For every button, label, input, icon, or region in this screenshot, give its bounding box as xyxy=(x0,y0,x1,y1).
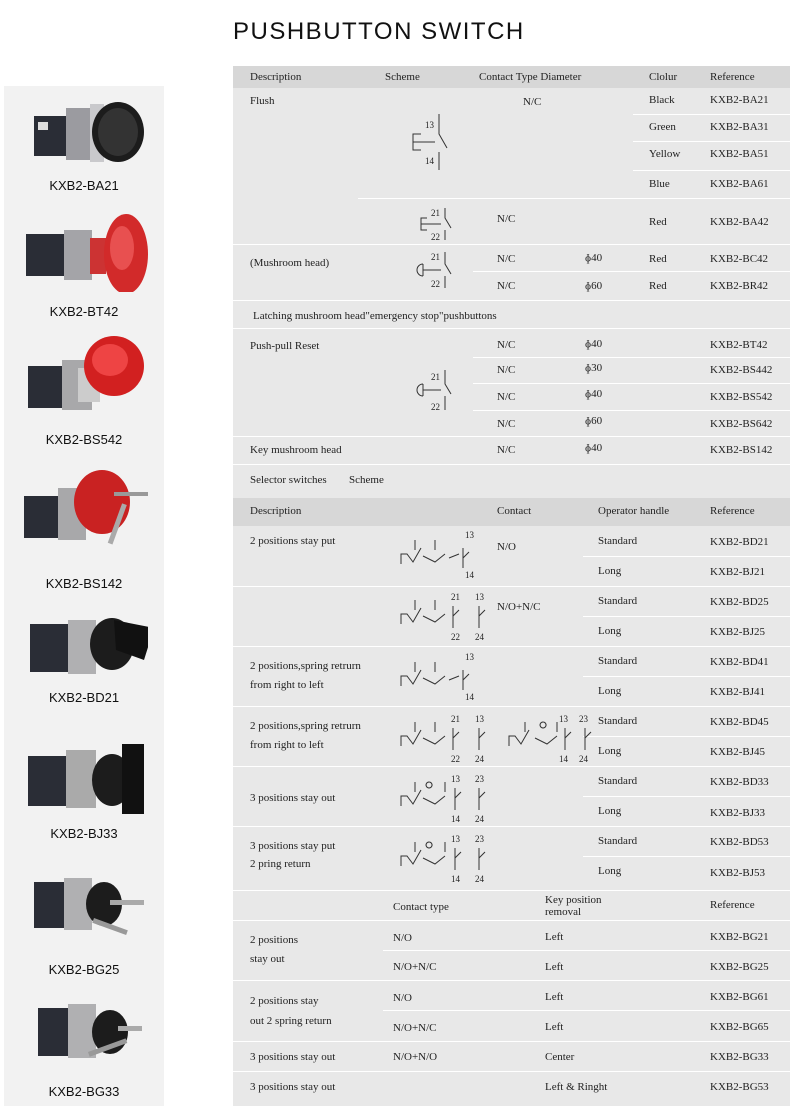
selector-desc: 3 positions stay out xyxy=(250,792,336,804)
reference-cell: KXB2-BJ21 xyxy=(710,566,766,578)
photo-caption: KXB2-BT42 xyxy=(49,304,119,319)
svg-text:22: 22 xyxy=(431,279,440,289)
reference-cell: KXB2-BG61 xyxy=(710,991,769,1003)
section-title-selector: Selector switches xyxy=(250,474,327,486)
col-header-contact-type: Contact type xyxy=(393,901,449,913)
selector-desc: 3 positions stay put xyxy=(250,840,336,852)
svg-text:22: 22 xyxy=(451,754,460,764)
selector-desc: from right to left xyxy=(250,739,324,751)
svg-text:24: 24 xyxy=(579,754,588,764)
svg-text:24: 24 xyxy=(475,874,484,884)
svg-text:14: 14 xyxy=(451,874,460,884)
contact-type: N/C xyxy=(497,253,516,265)
selector-scheme-diagram xyxy=(393,588,493,644)
col-header-key-removal: removal xyxy=(545,906,582,918)
reference-cell: KXB2-BD25 xyxy=(710,596,769,608)
key-switch-photo-2 xyxy=(18,992,148,1072)
svg-text:23: 23 xyxy=(579,714,588,724)
red-scheme-diagram xyxy=(411,206,461,242)
handle-cell: Standard xyxy=(598,715,638,727)
col-header-scheme: Scheme xyxy=(385,71,420,83)
photo-caption: KXB2-BS142 xyxy=(45,576,123,591)
svg-text:13: 13 xyxy=(451,834,460,844)
section-title-scheme: Scheme xyxy=(349,474,384,486)
svg-text:14: 14 xyxy=(465,570,474,580)
handle-cell: Standard xyxy=(598,595,638,607)
handle-cell: Standard xyxy=(598,655,638,667)
reference-cell: KXB2-BJ53 xyxy=(710,867,766,879)
svg-text:22: 22 xyxy=(431,232,440,242)
svg-text:13: 13 xyxy=(465,530,474,540)
reference-cell: KXB2-BJ45 xyxy=(710,746,766,758)
handle-cell: Standard xyxy=(598,775,638,787)
selector-scheme-diagram xyxy=(393,710,493,766)
contact-type: N/C xyxy=(523,96,542,108)
section-title-latching: Latching mushroom head"emergency stop"pushbuttons xyxy=(253,310,497,322)
col-header-reference: Reference xyxy=(710,71,755,83)
photo-caption: KXB2-BS542 xyxy=(45,432,123,447)
col-header-contact-diameter: Contact Type Diameter xyxy=(479,71,582,83)
reference-cell: KXB2-BG21 xyxy=(710,931,769,943)
svg-text:24: 24 xyxy=(475,814,484,824)
colour-cell: Black xyxy=(649,94,675,106)
colour-cell: Blue xyxy=(649,178,670,190)
contact-type: N/C xyxy=(497,364,516,376)
col-header-operator: Operator handle xyxy=(598,505,670,517)
svg-text:21: 21 xyxy=(431,252,440,262)
col-header-reference: Reference xyxy=(710,505,755,517)
contact-type: N/C xyxy=(497,339,516,351)
key-desc: stay out xyxy=(250,953,285,965)
diameter-cell: ɸ60 xyxy=(585,415,603,427)
reference-cell: KXB2-BR42 xyxy=(710,280,769,292)
colour-cell: Red xyxy=(649,216,667,228)
col-header-contact: Contact xyxy=(497,505,532,517)
diameter-cell: ɸ30 xyxy=(585,362,603,374)
flush-scheme-diagram xyxy=(403,112,463,172)
reference-cell: KXB2-BC42 xyxy=(710,253,769,265)
selector-desc: 2 positions,spring retrurn xyxy=(250,660,361,672)
svg-text:21: 21 xyxy=(431,208,440,218)
contact-type: N/C xyxy=(497,213,516,225)
reference-cell: KXB2-BS442 xyxy=(710,364,773,376)
reference-cell: KXB2-BS542 xyxy=(710,391,773,403)
reference-cell: KXB2-BG33 xyxy=(710,1051,769,1063)
colour-cell: Red xyxy=(649,280,667,292)
contact-type: N/O xyxy=(393,932,412,944)
reference-cell: KXB2-BA61 xyxy=(710,178,769,190)
svg-text:13: 13 xyxy=(475,714,484,724)
reference-cell: KXB2-BD21 xyxy=(710,536,769,548)
key-desc: out 2 spring return xyxy=(250,1015,332,1027)
key-position-cell: Center xyxy=(545,1051,575,1063)
selector-scheme-diagram xyxy=(505,710,595,766)
photo-caption: KXB2-BD21 xyxy=(48,690,120,705)
diameter-cell: ɸ40 xyxy=(585,388,603,400)
key-position-cell: Left xyxy=(545,931,564,943)
key-position-cell: Left xyxy=(545,961,564,973)
selector-desc: 2 pring return xyxy=(250,858,311,870)
svg-text:22: 22 xyxy=(451,632,460,642)
key-desc: 3 positions stay out xyxy=(250,1081,336,1093)
contact-type: N/C xyxy=(497,418,516,430)
spec-table xyxy=(233,66,790,1106)
handle-cell: Standard xyxy=(598,835,638,847)
selector-scheme-diagram xyxy=(393,830,493,886)
svg-text:14: 14 xyxy=(425,156,434,166)
row-label-mushroom: (Mushroom head) xyxy=(250,257,330,269)
selector-desc: 2 positions stay put xyxy=(250,535,336,547)
colour-cell: Yellow xyxy=(649,148,681,160)
handle-cell: Long xyxy=(598,865,622,877)
reference-cell: KXB2-BA31 xyxy=(710,121,769,133)
svg-text:13: 13 xyxy=(425,120,434,130)
diameter-cell: ɸ60 xyxy=(585,280,603,292)
contact-type: N/O xyxy=(393,992,412,1004)
row-label-flush: Flush xyxy=(250,95,275,107)
svg-text:14: 14 xyxy=(465,692,474,702)
selector-desc: 2 positions,spring retrurn xyxy=(250,720,361,732)
page-title: PUSHBUTTON SWITCH xyxy=(233,18,525,45)
reference-cell: KXB2-BG25 xyxy=(710,961,769,973)
svg-text:24: 24 xyxy=(475,632,484,642)
handle-cell: Long xyxy=(598,565,622,577)
selector-scheme-diagram xyxy=(393,770,493,826)
col-header-description: Description xyxy=(250,505,302,517)
reference-cell: KXB2-BG53 xyxy=(710,1081,769,1093)
contact-type: N/O+N/C xyxy=(393,1022,437,1034)
contact-type: N/C xyxy=(497,280,516,292)
handle-cell: Long xyxy=(598,805,622,817)
reference-cell: KXB2-BT42 xyxy=(710,339,768,351)
svg-text:24: 24 xyxy=(475,754,484,764)
svg-text:13: 13 xyxy=(475,592,484,602)
reference-cell: KXB2-BD33 xyxy=(710,776,769,788)
key-position-cell: Left & Ringht xyxy=(545,1081,608,1093)
key-switch-photo xyxy=(18,868,148,948)
contact-type: N/O xyxy=(497,541,516,553)
reference-cell: KXB2-BS642 xyxy=(710,418,773,430)
key-mushroom-photo xyxy=(18,466,148,546)
row-label-push-pull: Push-pull Reset xyxy=(250,340,320,352)
handle-cell: Long xyxy=(598,685,622,697)
reference-cell: KXB2-BD45 xyxy=(710,716,769,728)
reference-cell: KXB2-BG65 xyxy=(710,1021,769,1033)
flush-button-photo xyxy=(18,92,148,172)
handle-cell: Long xyxy=(598,745,622,757)
selector-scheme-diagram xyxy=(393,528,483,580)
col-header-description: Description xyxy=(250,71,302,83)
handle-cell: Long xyxy=(598,625,622,637)
svg-text:21: 21 xyxy=(451,714,460,724)
svg-text:21: 21 xyxy=(451,592,460,602)
mushroom-scheme-diagram xyxy=(409,250,461,290)
reference-cell: KXB2-BD53 xyxy=(710,836,769,848)
mushroom-head-photo xyxy=(18,336,148,416)
row-label-key-mushroom: Key mushroom head xyxy=(250,444,342,456)
selector-standard-photo xyxy=(18,604,148,684)
col-header-key-position: Key position xyxy=(545,894,602,906)
key-desc: 2 positions xyxy=(250,934,298,946)
photo-caption: KXB2-BJ33 xyxy=(50,826,118,841)
contact-type: N/O+N/C xyxy=(497,601,541,613)
svg-text:14: 14 xyxy=(451,814,460,824)
reference-cell: KXB2-BA42 xyxy=(710,216,769,228)
reference-cell: KXB2-BA21 xyxy=(710,94,769,106)
contact-type: N/C xyxy=(497,444,516,456)
key-position-cell: Left xyxy=(545,991,564,1003)
key-desc: 2 positions stay xyxy=(250,995,319,1007)
contact-type: N/O+N/C xyxy=(393,961,437,973)
photo-caption: KXB2-BG25 xyxy=(48,962,120,977)
svg-text:22: 22 xyxy=(431,402,440,412)
svg-text:21: 21 xyxy=(431,372,440,382)
colour-cell: Green xyxy=(649,121,676,133)
colour-cell: Red xyxy=(649,253,667,265)
diameter-cell: ɸ40 xyxy=(585,338,603,350)
handle-cell: Standard xyxy=(598,535,638,547)
product-photo-column xyxy=(4,86,164,1106)
svg-text:23: 23 xyxy=(475,834,484,844)
mushroom-button-photo xyxy=(18,212,148,292)
svg-text:13: 13 xyxy=(465,652,474,662)
contact-type: N/O+N/O xyxy=(393,1051,438,1063)
svg-text:13: 13 xyxy=(559,714,568,724)
key-desc: 3 positions stay out xyxy=(250,1051,336,1063)
diameter-cell: ɸ40 xyxy=(585,442,603,454)
photo-caption: KXB2-BA21 xyxy=(49,178,119,193)
key-position-cell: Left xyxy=(545,1021,564,1033)
selector-scheme-diagram xyxy=(393,650,483,702)
col-header-reference: Reference xyxy=(710,899,755,911)
reference-cell: KXB2-BJ25 xyxy=(710,626,766,638)
selector-desc: from right to left xyxy=(250,679,324,691)
photo-caption: KXB2-BG33 xyxy=(48,1084,120,1099)
col-header-colour: Clolur xyxy=(649,71,678,83)
svg-text:23: 23 xyxy=(475,774,484,784)
reference-cell: KXB2-BD41 xyxy=(710,656,769,668)
contact-type: N/C xyxy=(497,391,516,403)
reference-cell: KXB2-BS142 xyxy=(710,444,773,456)
selector-long-photo xyxy=(18,736,148,816)
latching-scheme-diagram xyxy=(409,368,461,414)
diameter-cell: ɸ40 xyxy=(585,252,603,264)
reference-cell: KXB2-BA51 xyxy=(710,148,769,160)
reference-cell: KXB2-BJ41 xyxy=(710,686,766,698)
reference-cell: KXB2-BJ33 xyxy=(710,807,766,819)
svg-text:13: 13 xyxy=(451,774,460,784)
svg-text:14: 14 xyxy=(559,754,568,764)
